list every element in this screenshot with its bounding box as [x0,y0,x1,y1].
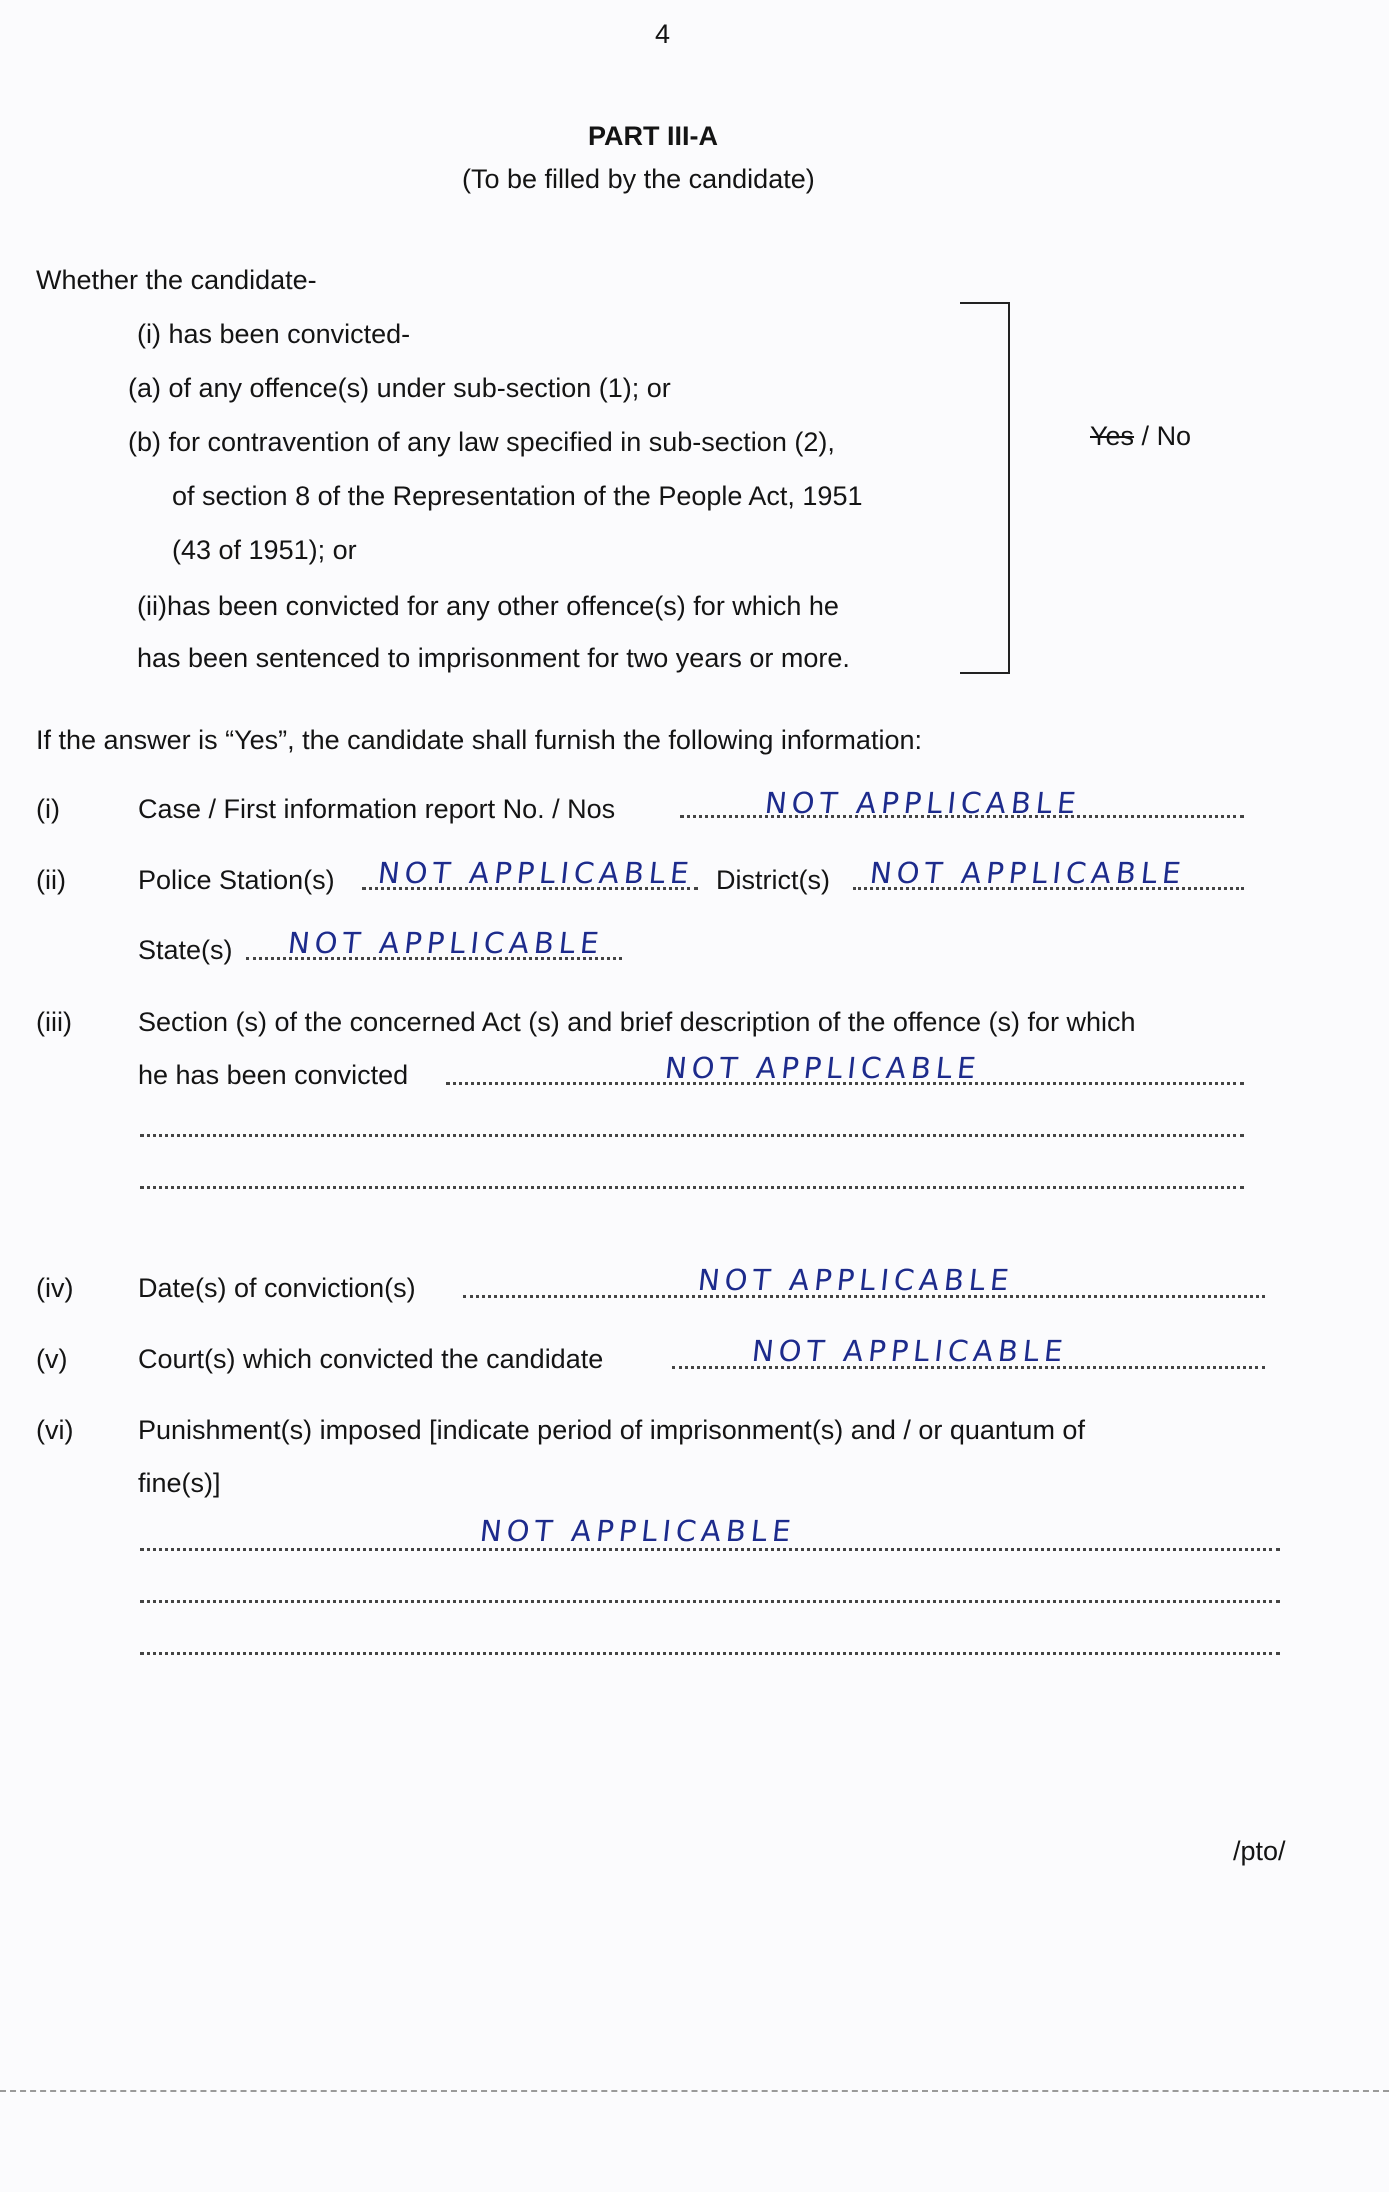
item-iii-fill-line-2 [140,1134,1244,1137]
question-i-b-cont2: (43 of 1951); or [172,535,357,565]
item-v-label: Court(s) which convicted the candidate [138,1344,604,1374]
item-vi-fill-line-2 [140,1600,1280,1603]
item-ii-state-label: State(s) [138,935,233,965]
item-vi-label2: fine(s)] [138,1468,221,1498]
page-number: 4 [655,19,671,49]
item-vi-label: Punishment(s) imposed [indicate period of imprisonment(s) and / or quantum of [138,1415,1085,1445]
question-ii-cont: has been sentenced to imprisonment for two years or more. [137,643,850,673]
if-yes-instruction: If the answer is “Yes”, the candidate shall furnish the following information: [36,725,922,755]
item-ii-district-label: District(s) [716,865,830,895]
item-ii-police-handwritten: NOT APPLICABLE [376,856,696,890]
part-subheading: (To be filled by the candidate) [462,164,815,194]
item-vi-number: (vi) [36,1415,74,1445]
item-vi-handwritten: NOT APPLICABLE [478,1514,798,1548]
item-i-number: (i) [36,794,60,824]
answer-separator: / [1134,421,1157,451]
item-ii-state-handwritten: NOT APPLICABLE [286,926,606,960]
pto-footer: /pto/ [1233,1836,1286,1866]
item-iv-number: (iv) [36,1273,74,1303]
item-i-handwritten: NOT APPLICABLE [763,786,1083,820]
item-iii-number: (iii) [36,1007,72,1037]
answer-yes-struck: Yes [1090,421,1135,451]
item-iii-fill-line-3 [140,1186,1244,1189]
item-iv-label: Date(s) of conviction(s) [138,1273,416,1303]
part-heading: PART III-A [588,121,718,151]
yes-no-answer [1090,420,1191,452]
question-i-b-cont1: of section 8 of the Representation of the People Act, 1951 [172,481,863,511]
item-i-label: Case / First information report No. / Nos [138,794,616,824]
answer-no: No [1156,421,1192,451]
question-i-b: (b) for contravention of any law specified in sub-section (2), [128,427,835,457]
question-i: (i) has been convicted- [137,319,411,349]
item-iii-label: Section (s) of the concerned Act (s) and brief description of the offence (s) for which [138,1007,1136,1037]
item-iii-handwritten: NOT APPLICABLE [663,1051,983,1085]
item-ii-number: (ii) [36,865,66,895]
question-ii: (ii)has been convicted for any other offence(s) for which he [137,591,839,621]
item-v-handwritten: NOT APPLICABLE [750,1334,1070,1368]
item-vi-fill-line-3 [140,1652,1280,1655]
item-iv-handwritten: NOT APPLICABLE [696,1263,1016,1297]
item-vi-fill-line-1 [140,1548,1280,1551]
item-iii-label2: he has been convicted [138,1060,409,1090]
questions-bracket [960,302,1010,674]
item-v-number: (v) [36,1344,68,1374]
item-ii-label: Police Station(s) [138,865,335,895]
intro-text: Whether the candidate- [36,265,317,295]
page-bottom-rule [0,2090,1389,2092]
item-ii-district-handwritten: NOT APPLICABLE [868,856,1188,890]
question-i-a: (a) of any offence(s) under sub-section (1); or [128,373,671,403]
